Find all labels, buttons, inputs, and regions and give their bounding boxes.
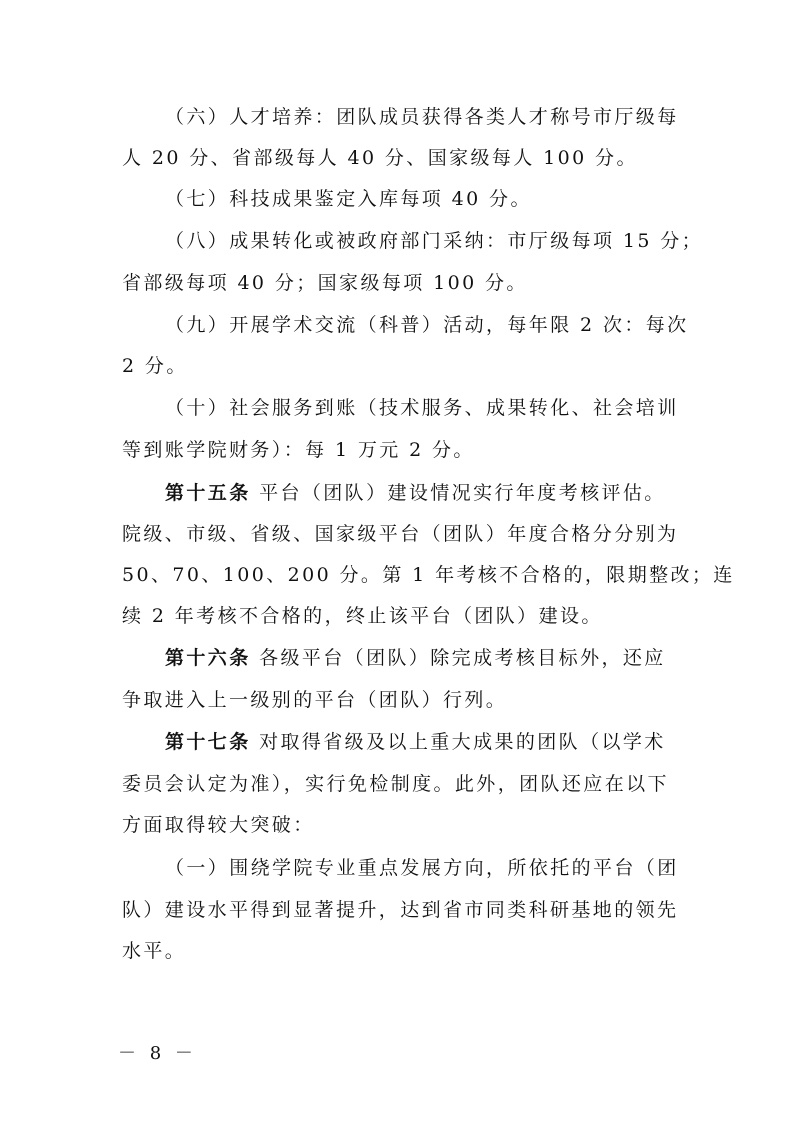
- article-text: 各级平台（团队）除完成考核目标外，还应: [259, 647, 666, 669]
- text-line: （八）成果转化或被政府部门采纳：市厅级每项 15 分；: [165, 230, 704, 252]
- text-line: 队）建设水平得到显著提升，达到省市同类科研基地的领先: [122, 899, 679, 921]
- text-line: （一）围绕学院专业重点发展方向，所依托的平台（团: [165, 857, 679, 879]
- text-line: 人 20 分、省部级每人 40 分、国家级每人 100 分。: [122, 147, 638, 169]
- page-number: － 8 －: [118, 1043, 197, 1064]
- text-line: 50、70、100、200 分。第 1 年考核不合格的，限期整改；连: [122, 564, 735, 586]
- article-line: [165, 480, 666, 506]
- text-line: 方面取得较大突破：: [122, 814, 315, 836]
- text-line: 2 分。: [122, 355, 188, 377]
- text-line: 省部级每项 40 分；国家级每项 100 分。: [122, 272, 528, 294]
- text-line: 院级、市级、省级、国家级平台（团队）年度合格分分别为: [122, 523, 679, 545]
- article-heading: 第十七条: [165, 731, 251, 753]
- article-heading: 第十五条: [165, 482, 251, 504]
- text-line: 等到账学院财务）：每 1 万元 2 分。: [122, 439, 475, 461]
- article-text: 对取得省级及以上重大成果的团队（以学术: [259, 731, 666, 753]
- article-line: [165, 729, 666, 755]
- text-line: （十）社会服务到账（技术服务、成果转化、社会培训: [165, 397, 679, 419]
- text-line: （九）开展学术交流（科普）活动，每年限 2 次：每次: [165, 314, 689, 336]
- article-line: [165, 645, 666, 671]
- article-heading: 第十六条: [165, 647, 251, 669]
- text-line: （七）科技成果鉴定入库每项 40 分。: [165, 188, 532, 210]
- text-line: 续 2 年考核不合格的，终止该平台（团队）建设。: [122, 605, 603, 627]
- text-line: （六）人才培养：团队成员获得各类人才称号市厅级每: [165, 106, 679, 128]
- text-line: 水平。: [122, 940, 187, 962]
- article-text: 平台（团队）建设情况实行年度考核评估。: [259, 482, 666, 504]
- text-line: 委员会认定为准），实行免检制度。此外，团队还应在以下: [122, 773, 669, 795]
- text-line: 争取进入上一级别的平台（团队）行列。: [122, 689, 508, 711]
